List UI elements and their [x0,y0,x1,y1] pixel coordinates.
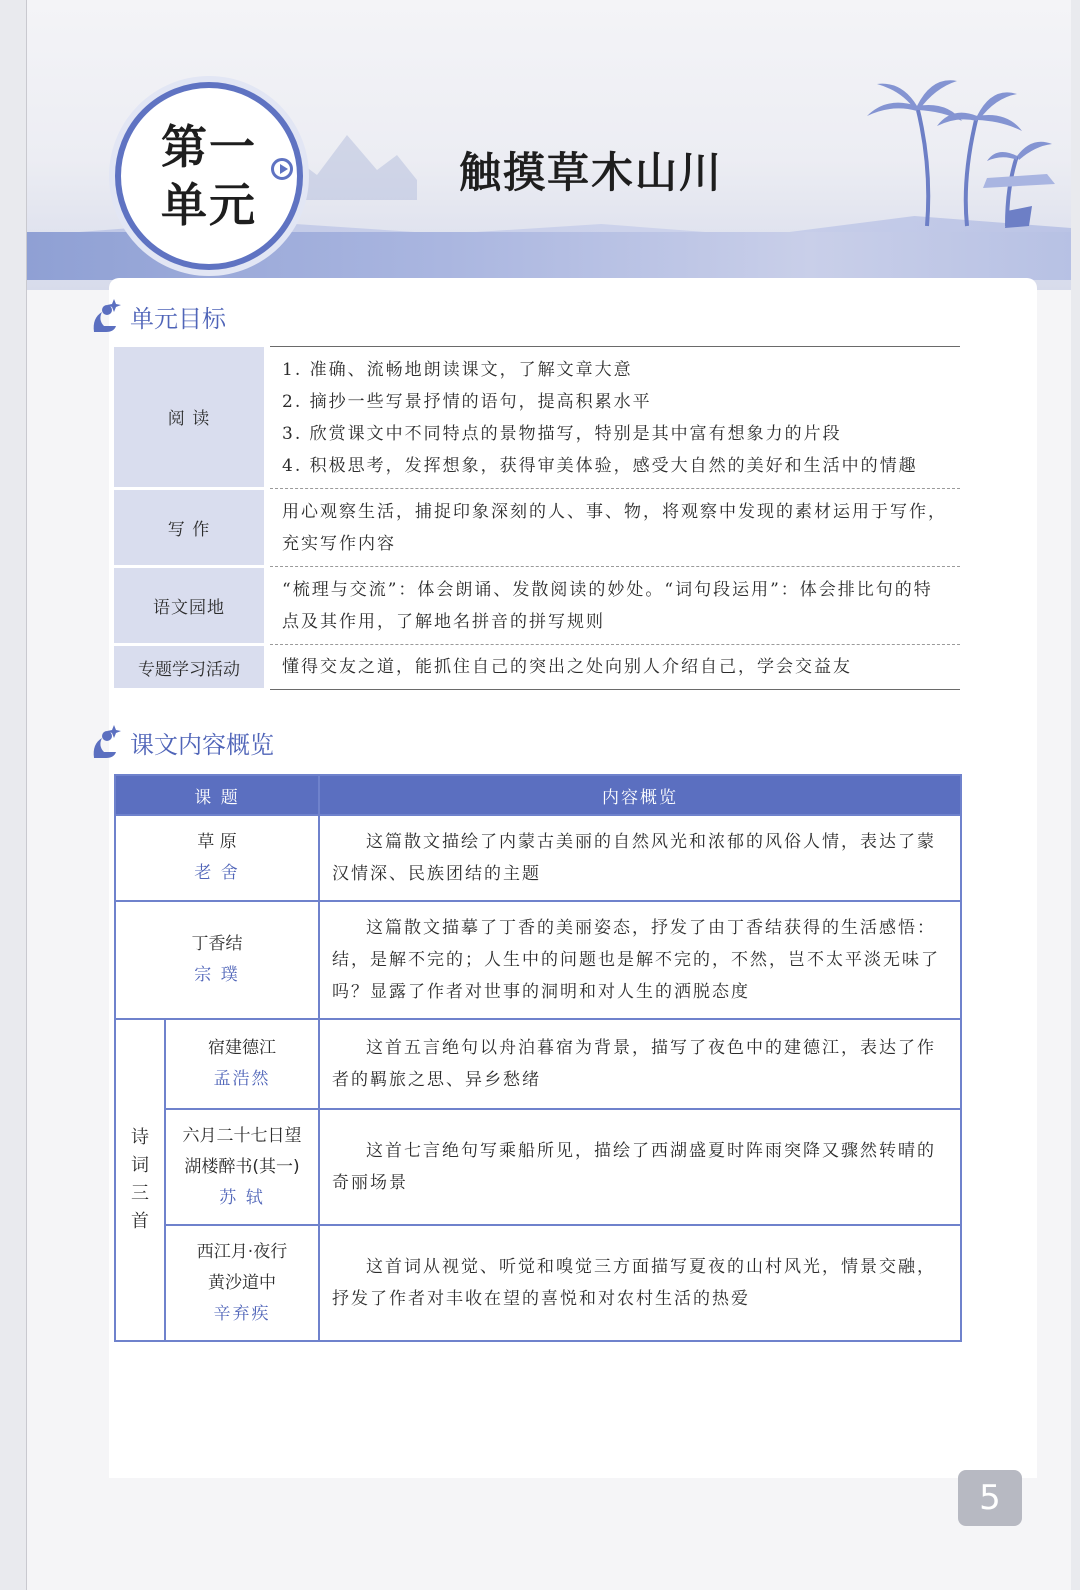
goal-row [114,645,960,690]
unit-number-line2: 单元 [161,178,257,232]
poem-author: 辛弃疾 [213,1303,271,1324]
poem-title-line2: 黄沙道中 [208,1272,276,1293]
goal-row [114,347,960,489]
goal-label: 阅 读 [114,347,264,489]
overview-header-row [115,775,961,815]
goals-heading-text: 单元目标 [130,304,226,333]
goal-line: 2. 摘抄一些写景抒情的语句，提高积累水平 [282,391,652,412]
lesson-cell [115,815,319,901]
overview-row [115,1109,961,1225]
play-arrow-icon [271,158,293,180]
overview-row [115,1019,961,1109]
goal-row [114,489,960,567]
goal-line: 3. 欣赏课文中不同特点的景物描写，特别是其中富有想象力的片段 [282,423,842,444]
goal-label: 专题学习活动 [114,645,264,690]
overview-heading-text: 课文内容概览 [130,730,274,759]
goal-row [114,567,960,645]
goals-heading [86,296,226,336]
page-number: 5 [958,1470,1022,1526]
goal-value: 懂得交友之道，能抓住自己的突出之处向别人介绍自己，学会交益友 [270,645,960,690]
poem-group-label: 诗 词 三 首 [115,1019,165,1341]
lesson-title: 草 原 [197,832,237,852]
unit-number-line1: 第一 [161,120,257,174]
lesson-author: 老 舍 [194,863,240,883]
overview-row [115,815,961,901]
goal-label: 写 作 [114,489,264,567]
overview-row [115,1225,961,1341]
poem-summary: 这首七言绝句写乘船所见，描绘了西湖盛夏时阵雨突降又骤然转晴的奇丽场景 [319,1109,961,1225]
poem-summary: 这首词从视觉、听觉和嗅觉三方面描写夏夜的山村风光，情景交融，抒发了作者对丰收在望的喜悦和对农村生活的热爱 [319,1225,961,1341]
reading-figure-icon [86,722,126,762]
goal-label: 语文园地 [114,567,264,645]
lesson-summary: 这篇散文描摹了丁香的美丽姿态，抒发了由丁香结获得的生活感悟：结，是解不完的；人生中的问题也是解不完的，不然，岂不太平淡无味了吗？显露了作者对世事的洞明和对人生的洒脱态度 [319,901,961,1019]
unit-title: 触摸草木山川 [459,148,724,197]
lesson-author: 宗 璞 [194,965,240,985]
poem-summary: 这首五言绝句以舟泊暮宿为背景，描写了夜色中的建德江，表达了作者的羁旅之思、异乡愁绪 [319,1019,961,1109]
goal-line: 4. 积极思考，发挥想象，获得审美体验，感受大自然的美好和生活中的情趣 [282,455,918,476]
reading-figure-icon [86,296,126,336]
lesson-title: 丁香结 [191,934,243,954]
lesson-cell [115,901,319,1019]
overview-heading [86,722,274,762]
lesson-summary: 这篇散文描绘了内蒙古美丽的自然风光和浓郁的风俗人情，表达了蒙汉情深、民族团结的主题 [319,815,961,901]
col-header-content: 内容概览 [319,775,961,815]
poem-title-line2: 湖楼醉书(其一) [184,1156,300,1177]
palm-tree-illustration [857,66,1067,236]
goal-value [270,347,960,489]
unit-goals-table [114,346,960,691]
poem-cell [165,1109,319,1225]
goal-line: 1. 准确、流畅地朗读课文，了解文章大意 [282,359,633,380]
overview-row [115,901,961,1019]
col-header-title: 课 题 [115,775,319,815]
goal-value: 用心观察生活，捕捉印象深刻的人、事、物，将观察中发现的素材运用于写作，充实写作内容 [270,489,960,567]
content-overview-table [114,774,962,1342]
poem-title: 宿建德江 [208,1038,276,1058]
poem-cell [165,1019,319,1109]
unit-banner [27,0,1071,290]
poem-author: 孟浩然 [213,1069,271,1089]
poem-title: 西江月·夜行 [196,1241,288,1262]
poem-author: 苏 轼 [219,1187,265,1208]
poem-title: 六月二十七日望 [182,1125,302,1146]
poem-cell [165,1225,319,1341]
goal-value: “梳理与交流”：体会朗诵、发散阅读的妙处。“词句段运用”：体会排比句的特点及其作用，了解地名拼音的拼写规则 [270,567,960,645]
